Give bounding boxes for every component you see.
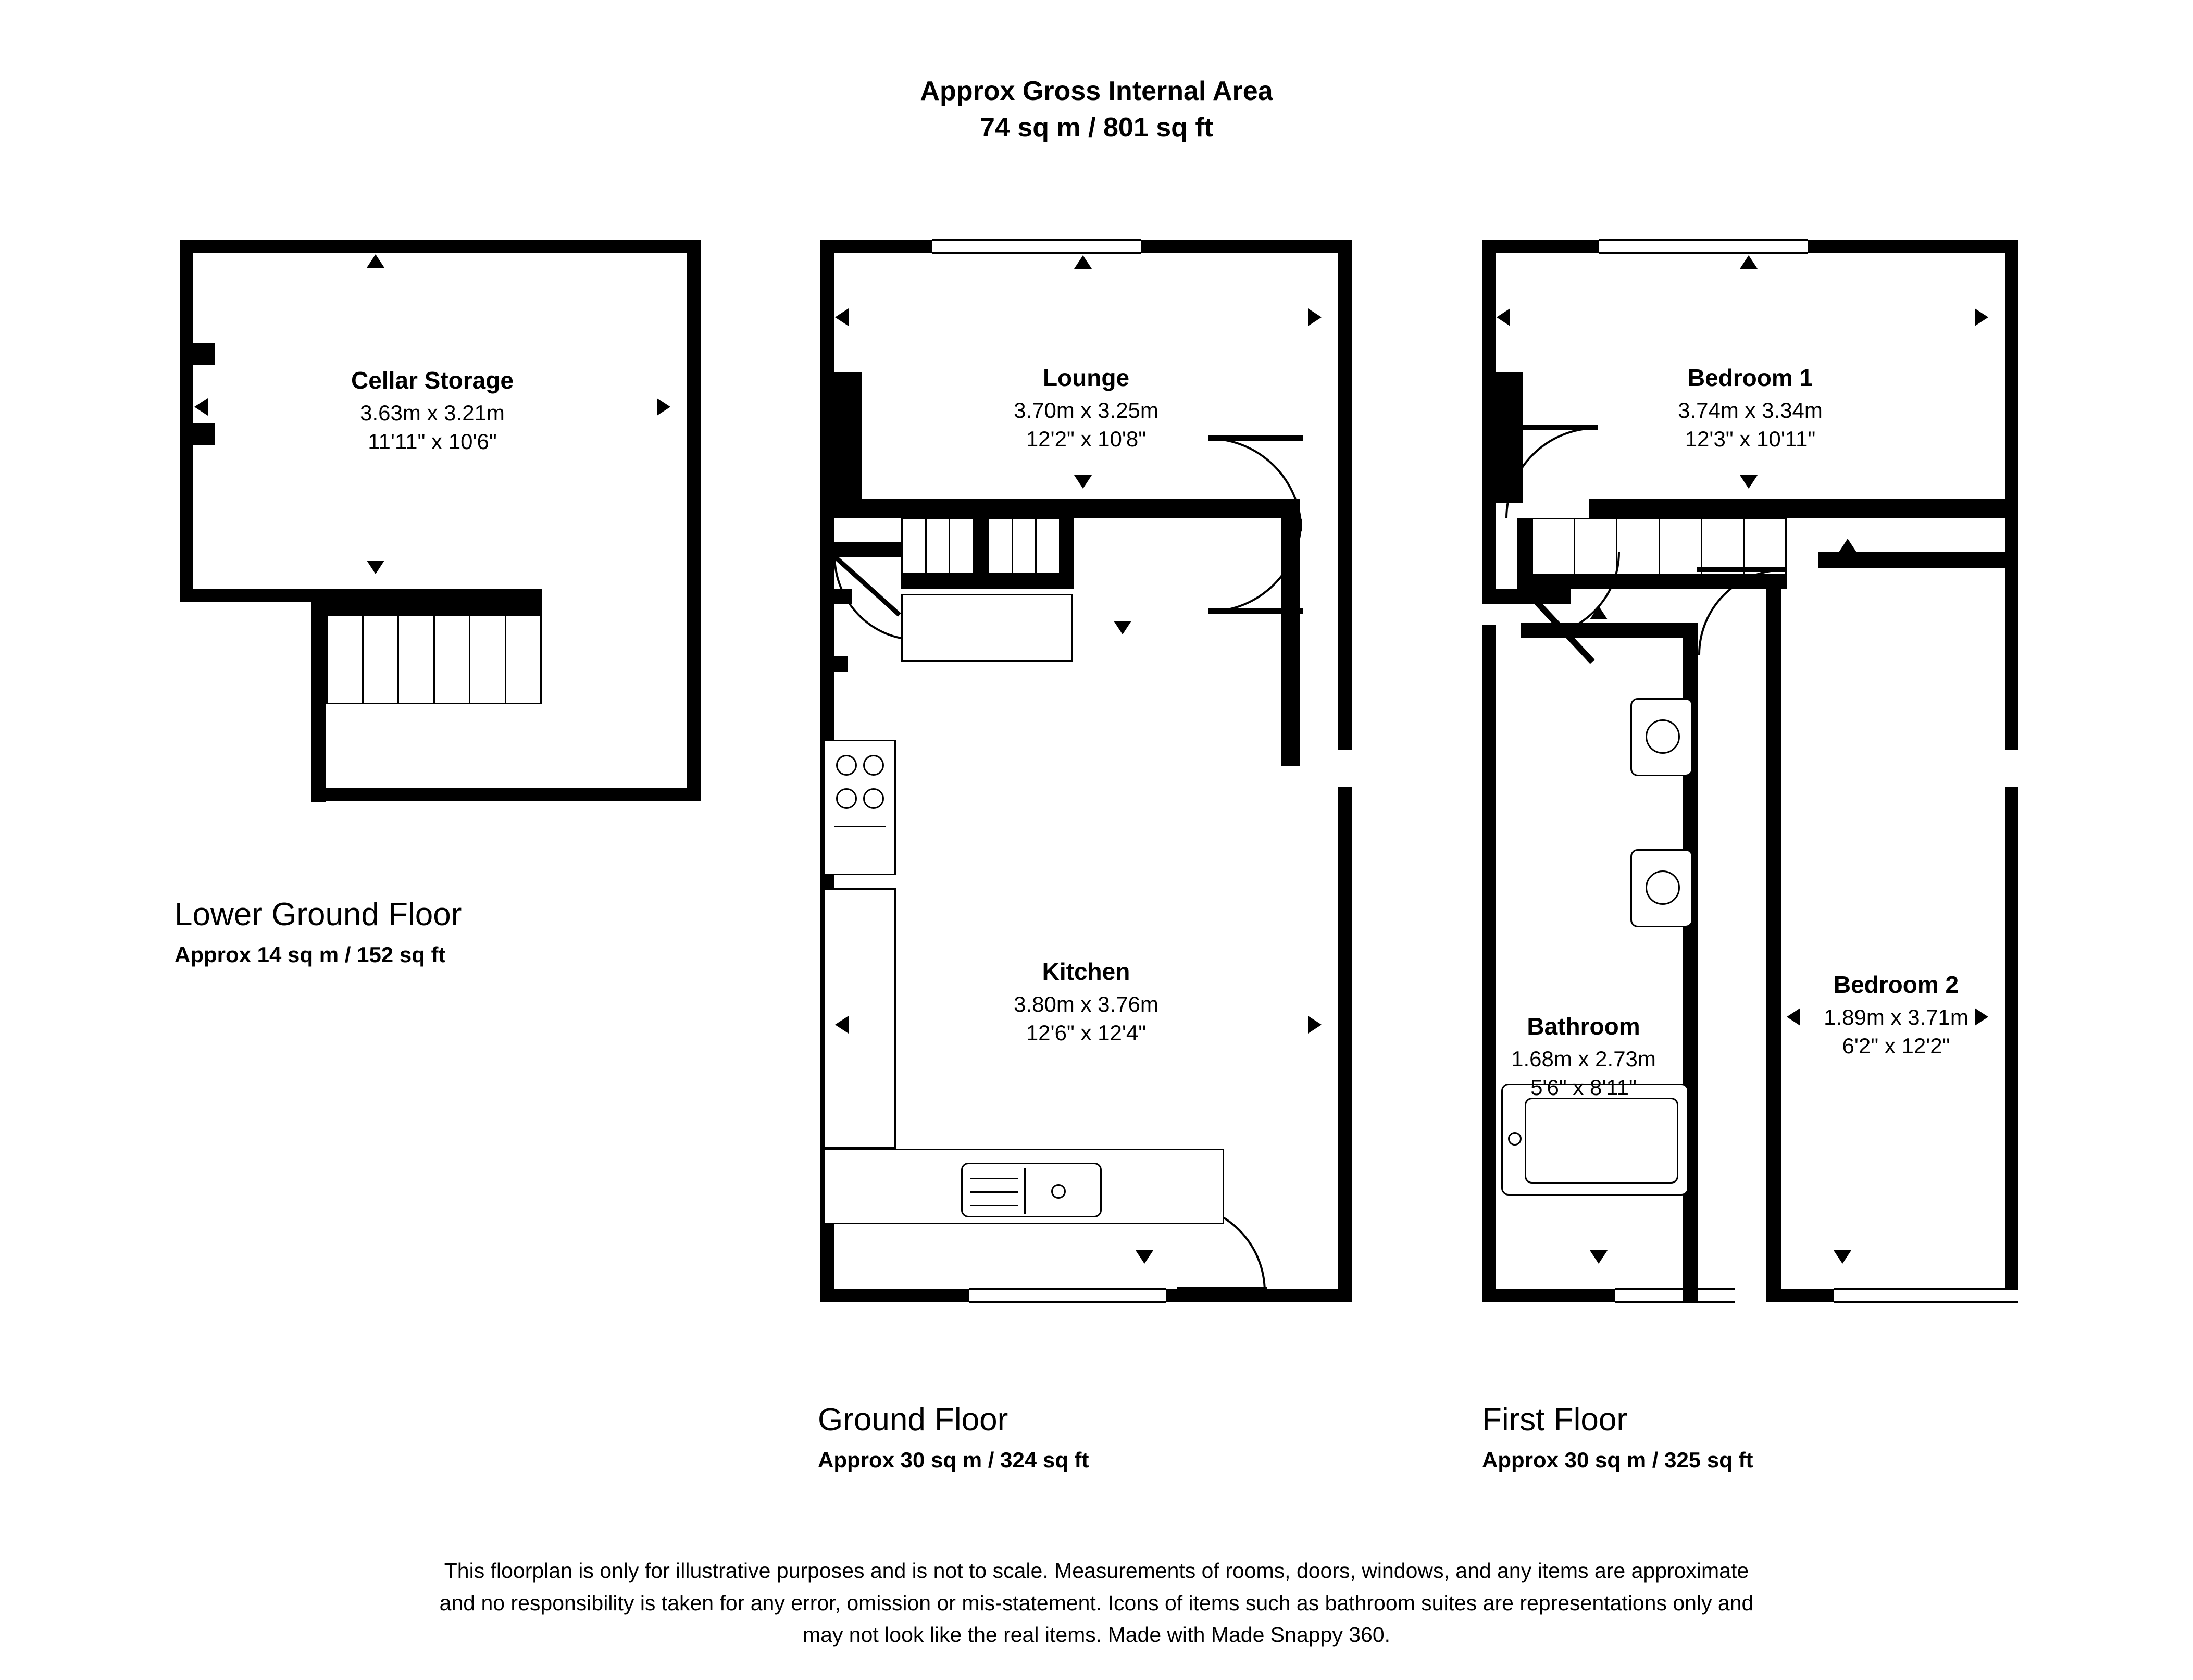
arrow-down-kitchen-top bbox=[1114, 621, 1131, 634]
arrow-left-bedroom1 bbox=[1497, 308, 1510, 326]
room-dim-metric: 1.89m x 3.71m bbox=[1824, 1004, 1968, 1029]
room-dim-metric: 3.63m x 3.21m bbox=[360, 400, 505, 425]
room-name: Cellar Storage bbox=[351, 367, 514, 394]
room-dim-imperial: 12'2" x 10'8" bbox=[1026, 427, 1147, 452]
room-dim-metric: 1.68m x 2.73m bbox=[1511, 1046, 1656, 1071]
disclaimer-line-1: This floorplan is only for illustrative purposes and is not to scale. Measurements of rooms, doors, windows, and any items are approximate bbox=[444, 1559, 1749, 1583]
floor-title: Lower Ground Floor bbox=[175, 897, 462, 932]
room-dim-imperial: 12'6" x 12'4" bbox=[1026, 1021, 1147, 1046]
bath-inner bbox=[1525, 1098, 1678, 1184]
floor-caption-lower-ground bbox=[175, 896, 462, 967]
room-name: Bedroom 2 bbox=[1833, 971, 1959, 998]
room-dim-imperial: 5'6" x 8'11" bbox=[1530, 1075, 1637, 1100]
floor-title: First Floor bbox=[1482, 1402, 1627, 1438]
wall-landing-right-ledge bbox=[1818, 552, 2018, 568]
room-label-bathroom bbox=[1461, 1011, 1706, 1102]
arrow-down-bedroom2 bbox=[1834, 1250, 1851, 1264]
floorplan-ground bbox=[813, 229, 1386, 1339]
arrow-up-cellar bbox=[367, 254, 384, 268]
door-leaf-bedroom2 bbox=[1697, 567, 1786, 572]
wall-right bbox=[687, 240, 701, 801]
arrow-right-lounge bbox=[1308, 308, 1322, 326]
room-label-lounge bbox=[870, 362, 1302, 454]
sink-divider bbox=[1024, 1168, 1026, 1214]
hob-burner bbox=[863, 788, 884, 809]
room-label-kitchen bbox=[870, 956, 1302, 1048]
sink-drainer-line bbox=[970, 1205, 1018, 1206]
wall-right-upper bbox=[2005, 240, 2018, 750]
wall-stair-left bbox=[311, 589, 326, 802]
wall-top bbox=[180, 240, 701, 253]
room-label-bedroom2 bbox=[1774, 969, 2018, 1061]
bathroom-basin bbox=[1630, 849, 1693, 927]
window-bedroom1-front bbox=[1599, 239, 1808, 254]
hob-control-bar bbox=[834, 826, 886, 827]
arrow-down-cellar bbox=[367, 561, 384, 574]
wall-bedroom1-partition bbox=[1589, 499, 2018, 518]
hob-burner bbox=[863, 755, 884, 776]
floor-title: Ground Floor bbox=[818, 1402, 1008, 1438]
wall-bottom-left bbox=[820, 1289, 977, 1302]
room-dim-imperial: 6'2" x 12'2" bbox=[1842, 1034, 1950, 1059]
bath-tap bbox=[1508, 1132, 1522, 1146]
arrow-right-cellar bbox=[657, 398, 670, 416]
arrow-up-landing bbox=[1839, 539, 1856, 552]
hob-burner bbox=[836, 755, 857, 776]
gross-area-value: 74 sq m / 801 sq ft bbox=[980, 113, 1213, 143]
wall-bottom-left bbox=[1482, 1289, 1617, 1302]
window-bedroom2-rear bbox=[1834, 1288, 2018, 1303]
room-name: Kitchen bbox=[1042, 958, 1130, 985]
wall-right-lower bbox=[1338, 787, 1352, 1302]
wall-left-upper bbox=[180, 240, 193, 599]
door-leaf-hall bbox=[1208, 608, 1303, 614]
wall-left-chimney-lower bbox=[180, 423, 215, 445]
wall-bottom bbox=[323, 788, 701, 801]
floor-area: Approx 30 sq m / 324 sq ft bbox=[818, 1448, 1089, 1472]
staircase-cellar bbox=[326, 615, 542, 704]
bathroom-wc bbox=[1630, 698, 1693, 776]
arrow-up-lounge bbox=[1074, 255, 1092, 269]
arrow-left-kitchen bbox=[835, 1016, 849, 1034]
door-leaf-rear bbox=[1177, 1287, 1267, 1292]
room-dim-metric: 3.70m x 3.25m bbox=[1014, 397, 1158, 422]
room-label-cellar-storage bbox=[240, 365, 625, 456]
sink-drainer-line bbox=[970, 1191, 1018, 1193]
room-name: Bathroom bbox=[1527, 1013, 1640, 1040]
floor-caption-first bbox=[1482, 1401, 1753, 1473]
wall-left-chimney-upper bbox=[180, 343, 215, 365]
sink-tap bbox=[1051, 1184, 1066, 1199]
kitchen-hob bbox=[823, 740, 896, 875]
room-dim-imperial: 12'3" x 10'11" bbox=[1685, 427, 1816, 452]
arrow-left-cellar bbox=[194, 398, 208, 416]
arrow-up-bathroom bbox=[1590, 606, 1608, 619]
basin-bowl bbox=[1646, 870, 1680, 905]
room-dim-imperial: 11'11" x 10'6" bbox=[368, 429, 497, 454]
wall-kitchen-left-stub bbox=[820, 656, 848, 672]
disclaimer-line-3: may not look like the real items. Made with Made Snappy 360. bbox=[802, 1623, 1391, 1647]
kitchen-sink bbox=[961, 1163, 1102, 1217]
wall-right-upper bbox=[1338, 240, 1352, 750]
gross-area-label: Approx Gross Internal Area bbox=[920, 76, 1273, 106]
disclaimer-line-2: and no responsibility is taken for any error, omission or mis-statement. Icons of items such as bathroom suites are representations only and bbox=[439, 1590, 1754, 1615]
window-kitchen-rear bbox=[969, 1288, 1166, 1303]
floor-area: Approx 14 sq m / 152 sq ft bbox=[175, 942, 446, 967]
floor-caption-ground bbox=[818, 1401, 1089, 1473]
wall-understairs bbox=[901, 573, 1074, 589]
arrow-up-bedroom1 bbox=[1740, 255, 1758, 269]
wall-left-stub bbox=[180, 589, 326, 602]
arrow-down-lounge bbox=[1074, 475, 1092, 489]
floor-area: Approx 30 sq m / 325 sq ft bbox=[1482, 1448, 1753, 1472]
arrow-down-kitchen bbox=[1136, 1250, 1153, 1264]
arrow-right-bedroom1 bbox=[1975, 308, 1988, 326]
page-title bbox=[0, 73, 2193, 146]
floorplan-first bbox=[1474, 229, 2058, 1339]
hob-burner bbox=[836, 788, 857, 809]
kitchen-worktop-upper bbox=[901, 594, 1073, 662]
wall-bedroom2-partition-vert bbox=[1766, 552, 1781, 1302]
disclaimer bbox=[0, 1555, 2193, 1651]
room-dim-metric: 3.80m x 3.76m bbox=[1014, 991, 1158, 1016]
room-label-bedroom1 bbox=[1534, 362, 1966, 454]
wall-chimney-breast bbox=[820, 372, 862, 503]
arrow-left-lounge bbox=[835, 308, 849, 326]
wall-stair-bulkhead bbox=[311, 589, 542, 615]
wc-bowl bbox=[1646, 719, 1680, 754]
floorplan-lower-ground bbox=[172, 229, 724, 833]
arrow-down-bedroom1 bbox=[1740, 475, 1758, 489]
arrow-right-kitchen bbox=[1308, 1016, 1322, 1034]
wall-stair-edge-left bbox=[1517, 518, 1531, 589]
sink-drainer-line bbox=[970, 1178, 1018, 1179]
room-name: Lounge bbox=[1042, 364, 1130, 391]
room-name: Bedroom 1 bbox=[1687, 364, 1813, 391]
arrow-down-bathroom bbox=[1590, 1250, 1608, 1264]
room-dim-metric: 3.74m x 3.34m bbox=[1678, 397, 1823, 422]
wall-left-lower bbox=[1482, 625, 1496, 1302]
window-bathroom-rear bbox=[1615, 1288, 1735, 1303]
window-lounge-front bbox=[932, 239, 1141, 254]
